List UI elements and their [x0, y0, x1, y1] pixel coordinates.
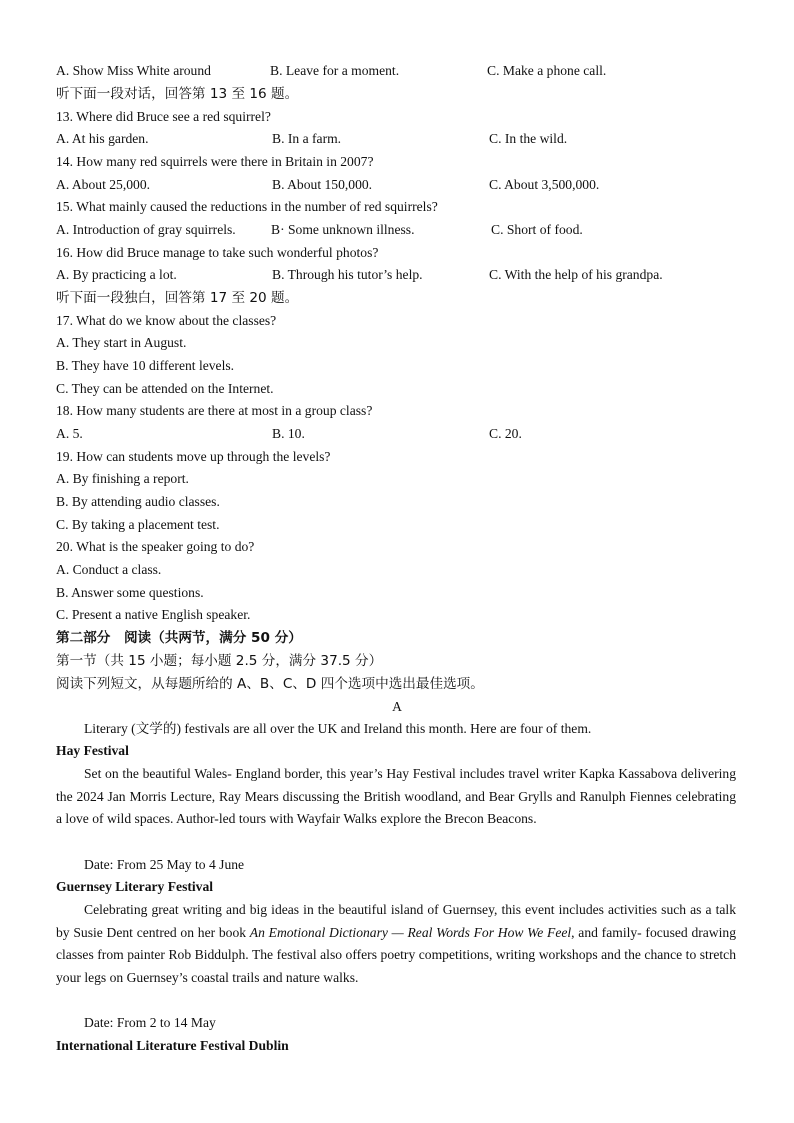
passage-label: A [392, 699, 402, 714]
listening-instruction: 听下面一段对话，回答第 13 至 16 题。 [56, 86, 299, 102]
listening-instruction: 听下面一段独白，回答第 17 至 20 题。 [56, 290, 299, 306]
option-a: A. By practicing a lot. [56, 267, 177, 282]
question-17: 17. What do we know about the classes? [56, 313, 277, 328]
question-14: 14. How many red squirrels were there in Britain in 2007? [56, 154, 374, 169]
option-c: C. Make a phone call. [487, 63, 607, 78]
festival-title-dublin: International Literature Festival Dublin [56, 1038, 289, 1053]
option-b: B. Leave for a moment. [270, 63, 400, 78]
option-c: C. With the help of his grandpa. [489, 267, 663, 282]
festival-title-hay: Hay Festival [56, 743, 129, 758]
option-c: C. By taking a placement test. [56, 517, 220, 532]
option-c: C. 20. [489, 426, 522, 441]
festival-body-guernsey [56, 899, 736, 989]
body-text: , and family- focused drawing classes from painter Rob Biddulph. The festival also offers poetry competitions, writing workshops and the chance to stretch your legs on Guernsey’s coastal trails and nature walks. [56, 924, 736, 985]
option-a: A. Show Miss White around [56, 63, 211, 78]
option-c: C. They can be attended on the Internet. [56, 381, 274, 396]
book-title: An Emotional Dictionary — Real Words For How We Feel [249, 924, 572, 940]
question-20: 20. What is the speaker going to do? [56, 539, 255, 554]
festival-date-guernsey: Date: From 2 to 14 May [84, 1015, 216, 1030]
question-15: 15. What mainly caused the reductions in the number of red squirrels? [56, 199, 438, 214]
question-18: 18. How many students are there at most in a group class? [56, 403, 373, 418]
option-b: B. By attending audio classes. [56, 494, 220, 509]
option-b: B. 10. [272, 426, 305, 441]
option-b: B· Some unknown illness. [271, 222, 415, 237]
festival-title-guernsey: Guernsey Literary Festival [56, 879, 214, 894]
option-c: C. About 3,500,000. [489, 177, 600, 192]
question-13: 13. Where did Bruce see a red squirrel? [56, 109, 271, 124]
option-a: A. About 25,000. [56, 177, 151, 192]
section-one-title: 第一节（共 15 小题；每小题 2.5 分，满分 37.5 分） [56, 653, 383, 669]
option-a: A. They start in August. [56, 335, 187, 350]
question-19: 19. How can students move up through the levels? [56, 449, 331, 464]
option-b: B. They have 10 different levels. [56, 358, 235, 373]
option-c: C. Short of food. [491, 222, 583, 237]
festival-body-hay: Set on the beautiful Wales- England border, this year’s Hay Festival includes travel writer Kapka Kassabova delivering the 2024 Jan Morris Lecture, Ray Mears discussing the British woodland, and Bear Grylls and Ranulph Fiennes celebrating a love of wild spaces. Author-led tours with Wayfair Walks explore the Brecon Beacons. [56, 766, 736, 827]
option-a: A. Conduct a class. [56, 562, 162, 577]
festival-date-hay: Date: From 25 May to 4 June [84, 857, 245, 872]
option-a: A. By finishing a report. [56, 471, 189, 486]
question-16: 16. How did Bruce manage to take such wonderful photos? [56, 245, 379, 260]
option-b: B. Through his tutor’s help. [272, 267, 423, 282]
option-b: B. Answer some questions. [56, 585, 204, 600]
option-a: A. At his garden. [56, 131, 149, 146]
passage-intro: Literary (文学的) festivals are all over the UK and Ireland this month. Here are four of them. [84, 721, 592, 736]
option-c: C. Present a native English speaker. [56, 607, 251, 622]
option-b: B. About 150,000. [272, 177, 373, 192]
reading-instruction: 阅读下列短文，从每题所给的 A、B、C、D 四个选项中选出最佳选项。 [56, 676, 484, 692]
body-text: Celebrating great writing and big ideas in the beautiful island of Guernsey, this event includes activities such as a talk by Susie Dent centred on her book [56, 902, 736, 940]
option-a: A. Introduction of gray squirrels. [56, 222, 236, 237]
option-b: B. In a farm. [272, 131, 342, 146]
option-c: C. In the wild. [489, 131, 568, 146]
option-a: A. 5. [56, 426, 83, 441]
part-two-title: 第二部分 阅读（共两节，满分 50 分） [56, 630, 302, 646]
